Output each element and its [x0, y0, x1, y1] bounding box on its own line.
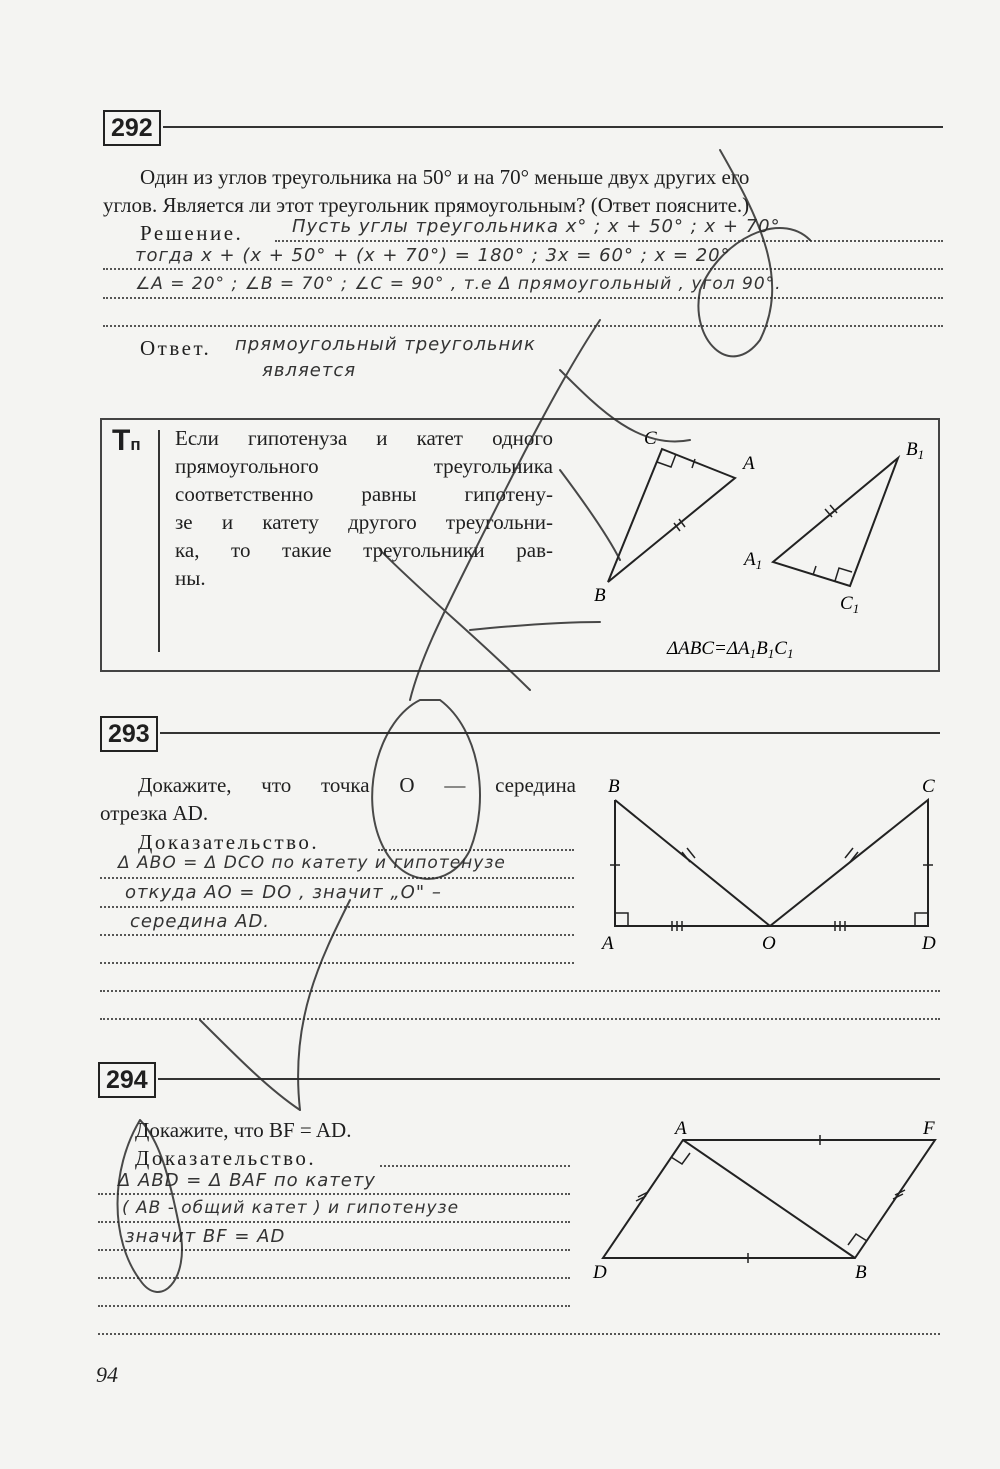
problem-293-rule [160, 732, 940, 734]
handwritten-proof-294-line3: значит BF = AD [125, 1226, 286, 1247]
handwritten-answer-line2: является [262, 360, 357, 381]
congruence-formula: $\Delta ABC=\Delta A_1B_1C_1$ [667, 638, 794, 661]
theorem-line-5: ка, то такие треугольники рав- [175, 538, 553, 562]
label-d: D [593, 1262, 607, 1283]
handwritten-proof-293-line2: откуда AO = DO , значит „O" – [125, 882, 442, 903]
label-c1: $C_1$ [840, 593, 860, 616]
problem-292-statement-line1: Один из углов треугольника на 50° и на 70° меньше двух других его [140, 165, 750, 189]
label-a1: $A_1$ [744, 549, 763, 572]
label-c: C [922, 776, 935, 797]
right-angle-mark [915, 913, 928, 926]
label-a: A [675, 1118, 687, 1139]
problem-293-number: 293 [100, 716, 158, 752]
dotted-line [98, 1193, 570, 1195]
handwritten-proof-294-line2: ( AB - общий катет ) и гипотенузе [122, 1198, 460, 1218]
dotted-line [100, 962, 574, 964]
label-c: C [644, 428, 657, 449]
page-number: 94 [96, 1362, 118, 1387]
dotted-line [378, 849, 574, 851]
figure-294 [590, 1116, 950, 1286]
solution-label: Решение. [140, 221, 244, 245]
problem-294-rule [158, 1078, 940, 1080]
handwritten-solution-line2: тогда x + (x + 50° + (x + 70°) = 180° ; 3x = 60° ; x = 20° [135, 245, 731, 266]
theorem-triangles-figure [560, 420, 940, 670]
proof-label-294: Доказательство. [135, 1146, 317, 1170]
theorem-line-1: Если гипотенуза и катет одного [175, 426, 553, 450]
problem-292-number: 292 [103, 110, 161, 146]
handwritten-solution-line1: Пусть углы треугольника x° ; x + 50° ; x + 70° [292, 216, 781, 237]
dotted-line [100, 877, 574, 879]
dotted-line [380, 1165, 570, 1167]
dotted-line [100, 1018, 940, 1020]
theorem-divider [158, 430, 160, 652]
theorem-line-2: прямоугольного треугольника [175, 454, 553, 478]
label-d: D [922, 933, 936, 954]
label-b1: $B_1$ [906, 439, 925, 462]
dotted-line [103, 268, 943, 270]
theorem-line-4: зе и катету другого треугольни- [175, 510, 553, 534]
triangle-a1b1c1 [773, 458, 898, 586]
label-a: A [602, 933, 614, 954]
dotted-line [100, 934, 574, 936]
dotted-line [275, 240, 943, 242]
dotted-line [98, 1277, 570, 1279]
dotted-line [100, 906, 574, 908]
figure-293-lines [615, 800, 928, 926]
dotted-line [98, 1333, 940, 1335]
problem-293-statement-line2: отрезка AD. [100, 801, 209, 825]
handwritten-proof-294-line1: Δ ABD = Δ BAF по катету [118, 1170, 376, 1191]
triangle-abc [608, 449, 735, 582]
problem-292-rule [163, 126, 943, 128]
answer-label: Ответ. [140, 336, 212, 360]
label-f: F [923, 1118, 935, 1139]
theorem-line-3: соответственно равны гипотену- [175, 482, 553, 506]
dotted-line [98, 1221, 570, 1223]
handwritten-answer-line1: прямоугольный треугольник [235, 334, 536, 355]
figure-293 [590, 768, 950, 968]
theorem-line-6: ны. [175, 566, 206, 590]
dotted-line [98, 1305, 570, 1307]
dotted-line [100, 990, 940, 992]
dotted-line [98, 1249, 570, 1251]
right-angle-mark [835, 568, 852, 581]
label-b: B [608, 776, 620, 797]
handwritten-solution-line3: ∠A = 20° ; ∠B = 70° ; ∠C = 90° , т.е Δ прямоугольный , угол 90°. [135, 274, 782, 294]
segment-bo [615, 800, 770, 926]
tick-mark [845, 848, 853, 858]
tick-mark [682, 852, 690, 862]
right-angle-mark [615, 913, 628, 926]
problem-294-number: 294 [98, 1062, 156, 1098]
tick-mark [687, 848, 695, 858]
problem-294-statement: Докажите, что BF = AD. [135, 1118, 352, 1142]
handwritten-proof-293-line3: середина AD. [130, 911, 271, 932]
dotted-line [103, 297, 943, 299]
proof-label-293: Доказательство. [138, 830, 320, 854]
label-o: O [762, 933, 776, 954]
theorem-marker-sub: п [130, 435, 141, 454]
problem-293-statement-line1: Докажите, что точка O — середина [138, 773, 576, 797]
label-b: B [855, 1262, 867, 1283]
tick-mark [813, 566, 816, 575]
label-b: B [594, 585, 606, 606]
handwritten-proof-293-line1: Δ ABO = Δ DCO по катету и гипотенузе [118, 853, 506, 873]
theorem-marker-letter: Т [112, 424, 131, 457]
scribble-stroke [200, 1020, 300, 1110]
diagonal-ab [683, 1140, 855, 1258]
label-a: A [743, 453, 755, 474]
theorem-marker [112, 424, 141, 458]
dotted-line [103, 325, 943, 327]
problem-292-statement-line2: углов. Является ли этот треугольник прямоугольным? (Ответ поясните.) [103, 193, 750, 217]
